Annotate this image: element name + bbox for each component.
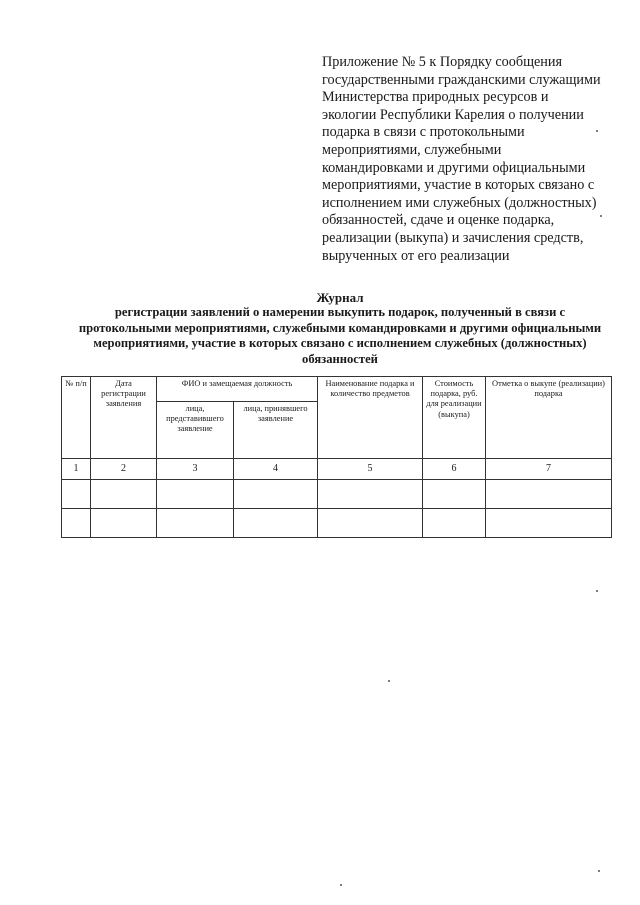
appendix-note (322, 54, 622, 265)
table-cell[interactable] (91, 480, 157, 509)
header-gift: Наименование подарка и количество предметов (318, 377, 423, 459)
journal-title-block (40, 290, 640, 367)
column-number: 5 (318, 459, 423, 480)
table-cell[interactable] (62, 480, 91, 509)
appendix-line: исполнением ими служебных (должностных) (322, 194, 597, 211)
journal-subtitle-line: регистрации заявлений о намерении выкупить подарок, полученный в связи с (114, 305, 566, 320)
table-cell[interactable] (62, 509, 91, 538)
journal-title: Журнал (316, 290, 364, 305)
appendix-line: мероприятиями, участие в которых связано с (322, 177, 595, 194)
table-cell[interactable] (91, 509, 157, 538)
table-cell[interactable] (234, 480, 318, 509)
table-cell[interactable] (423, 509, 486, 538)
appendix-line: экологии Республики Карелия о получении (322, 106, 584, 123)
header-fio-presenter: лица, представившего заявление (157, 402, 234, 459)
column-number: 1 (62, 459, 91, 480)
journal-subtitle-line: мероприятиями, участие в которых связано с исполнением служебных (должностных) (93, 336, 587, 351)
journal-table (61, 376, 612, 538)
scan-speck (388, 680, 390, 682)
table-cell[interactable] (318, 509, 423, 538)
column-number: 6 (423, 459, 486, 480)
column-number: 7 (486, 459, 612, 480)
column-number: 3 (157, 459, 234, 480)
journal-subtitle-line: обязанностей (302, 351, 378, 366)
header-date: Дата регистрации заявления (91, 377, 157, 459)
scan-speck (598, 870, 600, 872)
table-cell[interactable] (486, 480, 612, 509)
table-row (62, 480, 612, 509)
column-number: 2 (91, 459, 157, 480)
table-cell[interactable] (157, 480, 234, 509)
scan-speck (600, 215, 602, 217)
header-mark: Отметка о выкупе (реализации) подарка (486, 377, 612, 459)
column-number: 4 (234, 459, 318, 480)
header-cost: Стоимость подарка, руб. для реализации (выкупа) (423, 377, 486, 459)
appendix-line: подарка в связи с протокольными (322, 124, 525, 141)
appendix-line: вырученных от его реализации (322, 247, 510, 264)
table-row (62, 509, 612, 538)
journal-subtitle-line: протокольными мероприятиями, служебными командировками и другими официальными (78, 320, 602, 335)
table-header-row (62, 377, 612, 402)
table-cell[interactable] (234, 509, 318, 538)
appendix-line: Министерства природных ресурсов и (322, 89, 549, 106)
appendix-line: обязанностей, сдаче и оценке подарка, (322, 212, 555, 229)
scan-speck (340, 884, 342, 886)
header-fio: ФИО и замещаемая должность (157, 377, 318, 402)
table-cell[interactable] (157, 509, 234, 538)
appendix-line: государственными гражданскими служащими (322, 71, 601, 88)
scan-speck (596, 130, 598, 132)
appendix-line: Приложение № 5 к Порядку сообщения (322, 54, 563, 70)
table-cell[interactable] (318, 480, 423, 509)
appendix-line: командировками и другими официальными (322, 159, 586, 176)
appendix-line: реализации (выкупа) и зачисления средств, (322, 229, 584, 246)
header-num: № п/п (62, 377, 91, 459)
table-cell[interactable] (486, 509, 612, 538)
table-cell[interactable] (423, 480, 486, 509)
appendix-line: мероприятиями, служебными (322, 141, 502, 158)
scan-speck (596, 590, 598, 592)
table-row-numbers (62, 459, 612, 480)
header-fio-receiver: лица, принявшего заявление (234, 402, 318, 459)
